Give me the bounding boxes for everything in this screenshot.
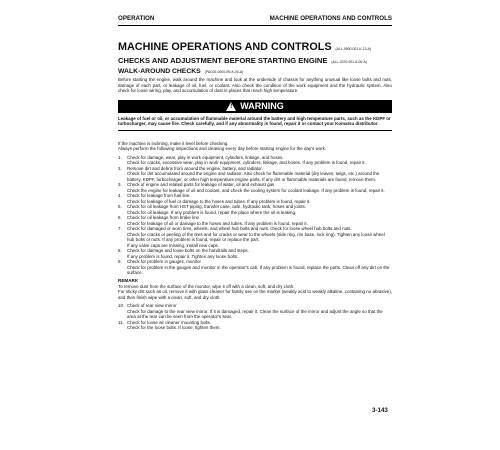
check-item-number: 6.	[118, 215, 122, 220]
check-item	[118, 182, 392, 193]
running-header	[118, 14, 392, 26]
section-title-text: CHECKS AND ADJUSTMENT BEFORE STARTING ENGINE	[118, 56, 328, 65]
check-item-title: Check for oil leakage from brake line	[127, 215, 200, 220]
page-content	[118, 41, 392, 331]
check-item-detail: If any valve caps are missing, install new caps.	[127, 242, 219, 248]
check-item	[118, 226, 392, 248]
check-item-number: 4.	[118, 193, 122, 198]
check-item-title: Check of engine and related parts for leakage of water, oil and exhaust gas	[127, 182, 275, 187]
check-item-detail: Check for cracks, excessive wear, play in work equipment, cylinders, linkage, and hoses. If any problem is found, repair it.	[127, 160, 366, 165]
check-item-title: Check for damage and loose bolts on the handrails and steps.	[127, 248, 249, 253]
page-number: 3-143	[372, 407, 388, 414]
remark-label: REMARK	[118, 277, 139, 283]
warning-triangle-icon: !	[226, 102, 236, 111]
remark-body	[118, 284, 392, 301]
check-item	[118, 193, 392, 204]
check-item	[118, 204, 392, 215]
check-item-title: Check for damage, wear, play in work equipment, cylinders, linkage, and hoses.	[127, 154, 284, 160]
check-item-detail: Check for problem in the gauges and monitor in the operator's cab. If any problem is found, replace the parts. Clean off any dirt on the surface.	[127, 264, 390, 275]
title-code: (ALL-0900-001-K-13-A)	[335, 47, 371, 51]
warning-divider	[118, 130, 392, 131]
check-item-detail: Check for oil leakage. If any problem is found, repair the place where the oil is leaking.	[127, 209, 297, 215]
page-title-text: MACHINE OPERATIONS AND CONTROLS	[118, 41, 332, 53]
header-right: MACHINE OPERATIONS AND CONTROLS	[269, 15, 392, 22]
subtitle-code: (ALL-3370-001-A-00-A)	[331, 60, 367, 64]
remark-line: For sticky dirt such as oil, remove it with glass cleaner for family use on the market (weakly acid to weakly alkaline, containing no abrasive), and then finish wipe with a clean, soft, and dry cloth.	[118, 289, 392, 300]
check-item-title: Remove dirt and debris from around the engine, battery, and radiator.	[127, 165, 263, 171]
check-item-number: 3.	[118, 182, 122, 187]
check-item-number: 9.	[118, 259, 122, 264]
page-title	[118, 41, 392, 55]
warning-label: WARNING	[240, 101, 284, 111]
check-item-title: Check for leakage from fuel line.	[127, 193, 191, 198]
check-item-title: Check for problem in gauges, monitor	[127, 259, 201, 264]
check-item-detail: Check the engine for leakage of oil and coolant, and check the cooling system for coolant leakage. If any problem is found, repair it.	[127, 187, 385, 193]
header-left: OPERATION	[118, 15, 155, 22]
check-item-title: Check of rear view mirror	[127, 303, 177, 308]
check-item-number: 7.	[118, 226, 122, 231]
check-item-detail: Check for leakage of oil or damage to the hoses and tubes. If any problem is found, repair it.	[127, 220, 308, 226]
check-item	[118, 320, 392, 331]
section-title	[118, 56, 392, 67]
warning-banner	[118, 100, 392, 113]
check-item-number: 1.	[118, 154, 122, 160]
check-item	[118, 215, 392, 226]
check-item	[118, 248, 392, 259]
check-item-title: Check for loose air cleaner mounting bolts.	[127, 319, 212, 325]
check-item-detail: Check for leakage of fuel or damage to the hoses and tubes. If any problem is found, repair it.	[127, 198, 311, 204]
check-item-number: 8.	[118, 248, 122, 253]
check-item	[118, 303, 392, 320]
check-item-detail: If any problem is found, repair it. Tighten any loose bolts.	[127, 253, 239, 259]
check-item-detail: Check for dirt accumulated around the engine and radiator. Also check for flammable material (dry leaves, twigs, etc.) around the battery, KDPF, turbocharger, or other high temperature engine parts. If any dirt or flammable materials are found, remove them.	[127, 171, 380, 182]
section-code: (PAC00-0000-0N-K-00-A)	[204, 70, 244, 74]
check-item	[118, 155, 392, 166]
remark-line: To remove dust from the surface of the monitor, wipe it off with a clean, soft, and dry cloth.	[118, 283, 295, 289]
check-item-detail: Check for the loose bolts. If loose, tighten them.	[127, 325, 221, 330]
check-item-number: 10.	[118, 303, 125, 308]
check-item-detail: Check for damage to the rear view mirror. If it is damaged, repair it. Clean the surface of the mirror and adjust the angle so that the area at the rear can be seen from the operator's seat.	[127, 308, 383, 319]
check-item-title: Check for oil leakage from HST piping, transfer case, axle, hydraulic tank, hoses and joints.	[127, 204, 306, 209]
check-item	[118, 166, 392, 183]
intro-paragraph: Before starting the engine, walk around the machine and look at the underside of chassis for anything unusual like loose bolts and nuts, damage of each part, or leakage of oil, fuel, or coolant. Also check the condition of the work equipment and the hydraulic system. Also check for loose wiring, play, and accumulation of dust in places that reach high temperature.	[118, 77, 392, 93]
check-item-number: 11.	[118, 319, 124, 325]
subsection-title	[118, 67, 392, 77]
check-list	[118, 155, 392, 276]
check-item-title: Check for damaged or worn tires, wheels, and wheel hub bolts and nuts, check for loose wheel hub bolts and nuts.	[127, 226, 352, 231]
subsection-title-text: WALK-AROUND CHECKS	[118, 68, 201, 75]
always-note: Always perform the following inspections and cleaning every day before starting engine for the day's work.	[118, 146, 327, 151]
check-item	[118, 259, 392, 276]
check-item-number: 5.	[118, 204, 122, 209]
tilt-note: If the machine is inclining, make it level before checking.	[118, 140, 229, 146]
warning-text: Leakage of fuel or oil, or accumulation of flammable material around the battery and high temperature parts, such as the KDPF or turbocharger, may cause fire. Check carefully, and if any abnormality is found, repair it or contact your Komatsu distributor.	[118, 115, 391, 126]
check-item-number: 2.	[118, 165, 122, 171]
check-list-continued	[118, 303, 392, 331]
check-item-detail: Check for cracks or peeling of the tires and for cracks or wear to the wheels (side ring, rim base, lock ring). Tighten any loose wheel hub bolts or nuts. If any problem is found, repair or replace the part.	[127, 231, 385, 242]
